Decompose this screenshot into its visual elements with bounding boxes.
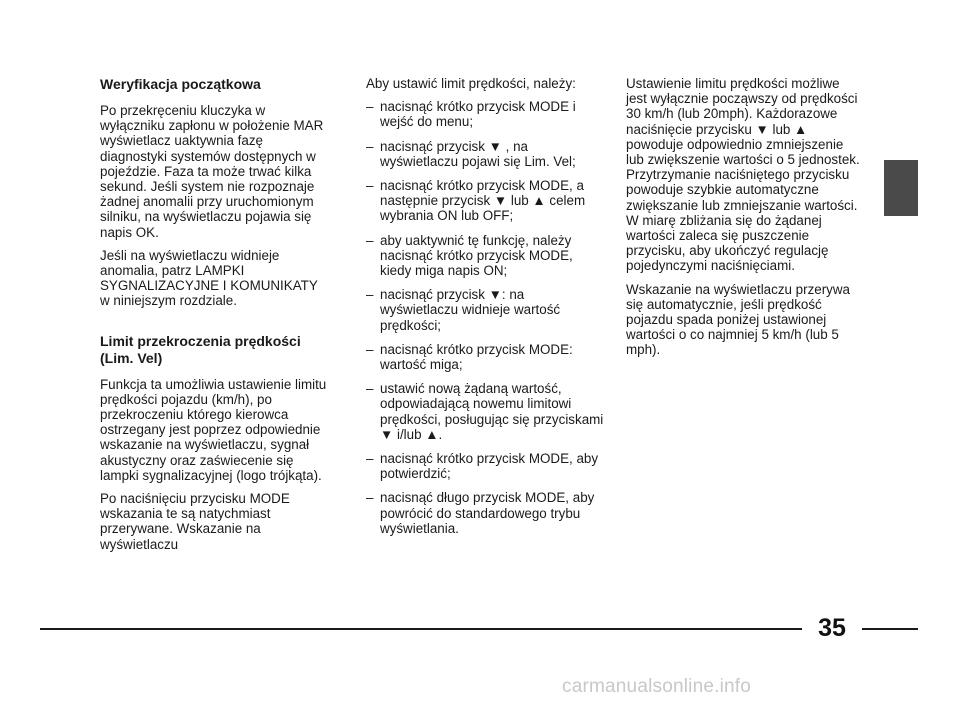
list-item: – aby uaktywnić tę funkcję, należy nacisnąć krótko przycisk MODE, kiedy miga napis ON;: [366, 233, 606, 279]
setup-steps-list: [366, 99, 606, 536]
list-item: – nacisnąć przycisk ▼ , na wyświetlaczu pojawi się Lim. Vel;: [366, 139, 606, 169]
heading-initial-check: Weryfikacja początkowa: [100, 76, 261, 92]
heading-speed-limit: Limit przekroczenia prędkości (Lim. Vel): [100, 332, 301, 366]
watermark-text: carmanualsonline.info: [562, 676, 752, 697]
paragraph-speed-limit-function: Funkcja ta umożliwia ustawienie limitu prędkości pojazdu (km/h), po przekroczeniu którego kierowca ostrzegany jest poprzez odpowiednie wskazanie na wyświetlaczu, sygnał akustyczny oraz zaświecenie się lampki sygnalizacyjnej (logo trójkąta).: [100, 376, 327, 483]
page-number: 35: [818, 614, 846, 642]
paragraph-initial-check: Po przekręceniu kluczyka w wyłączniku zapłonu w położenie MAR wyświetlacz uaktywnia fazę diagnostyki systemów dostępnych w pojeździe. Faza ta może trwać kilka sekund. Jeśli system nie rozpoznaje żadnej anomalii przy uruchomionym silniku, na wyświetlaczu pojawia się napis OK.: [100, 103, 324, 240]
list-item: – nacisnąć krótko przycisk MODE: wartość miga;: [366, 342, 606, 372]
paragraph-mode-interrupt: Po naciśnięciu przycisku MODE wskazania te są natychmiast przerywane. Wskazanie na wyświetlaczu: [100, 491, 290, 552]
paragraph-setup-intro: Aby ustawić limit prędkości, należy:: [366, 76, 576, 91]
column-right: [626, 76, 861, 366]
footer-rule-right: [862, 628, 918, 630]
list-item: – nacisnąć długo przycisk MODE, aby powrócić do standardowego trybu wyświetlania.: [366, 490, 606, 536]
paragraph-limit-adjustment: Ustawienie limitu prędkości możliwe jest wyłącznie począwszy od prędkości 30 km/h (lub 20mph). Każdorazowe naciśnięcie przycisku ▼ lub ▲ powoduje odpowiednio zmniejszenie lub zwiększenie wartości o 5 jednostek. Przytrzymanie naciśniętego przycisku powoduje szybkie automatyczne zwiększanie lub zmniejszanie wartości. W miarę zbliżania się do żądanej wartości zaleca się puszczenie przycisku, aby ukończyć regulację pojedynczymi naciśnięciami.: [626, 76, 860, 274]
list-item: – ustawić nową żądaną wartość, odpowiadającą nowemu limitowi prędkości, posługując się przyciskami ▼ i/lub ▲.: [366, 381, 606, 442]
list-item: – nacisnąć przycisk ▼: na wyświetlaczu widnieje wartość prędkości;: [366, 287, 606, 333]
paragraph-display-interrupt: Wskazanie na wyświetlaczu przerywa się automatycznie, jeśli prędkość pojazdu spada poniżej ustawionej wartości o co najmniej 5 km/h (lub 5 mph).: [626, 281, 850, 358]
list-item: – nacisnąć krótko przycisk MODE, a następnie przycisk ▼ lub ▲ celem wybrania ON lub OFF;: [366, 178, 606, 224]
paragraph-anomaly-reference: Jeśli na wyświetlaczu widnieje anomalia, patrz LAMPKI SYGNALIZACYJNE I KOMUNIKATY w niniejszym rozdziale.: [100, 247, 318, 309]
list-item: – nacisnąć krótko przycisk MODE i wejść do menu;: [366, 99, 606, 129]
column-middle: [366, 76, 606, 545]
list-item: – nacisnąć krótko przycisk MODE, aby potwierdzić;: [366, 451, 606, 481]
column-left: [100, 76, 330, 560]
section-tab-marker: [884, 160, 918, 216]
footer-rule-left: [40, 628, 802, 630]
